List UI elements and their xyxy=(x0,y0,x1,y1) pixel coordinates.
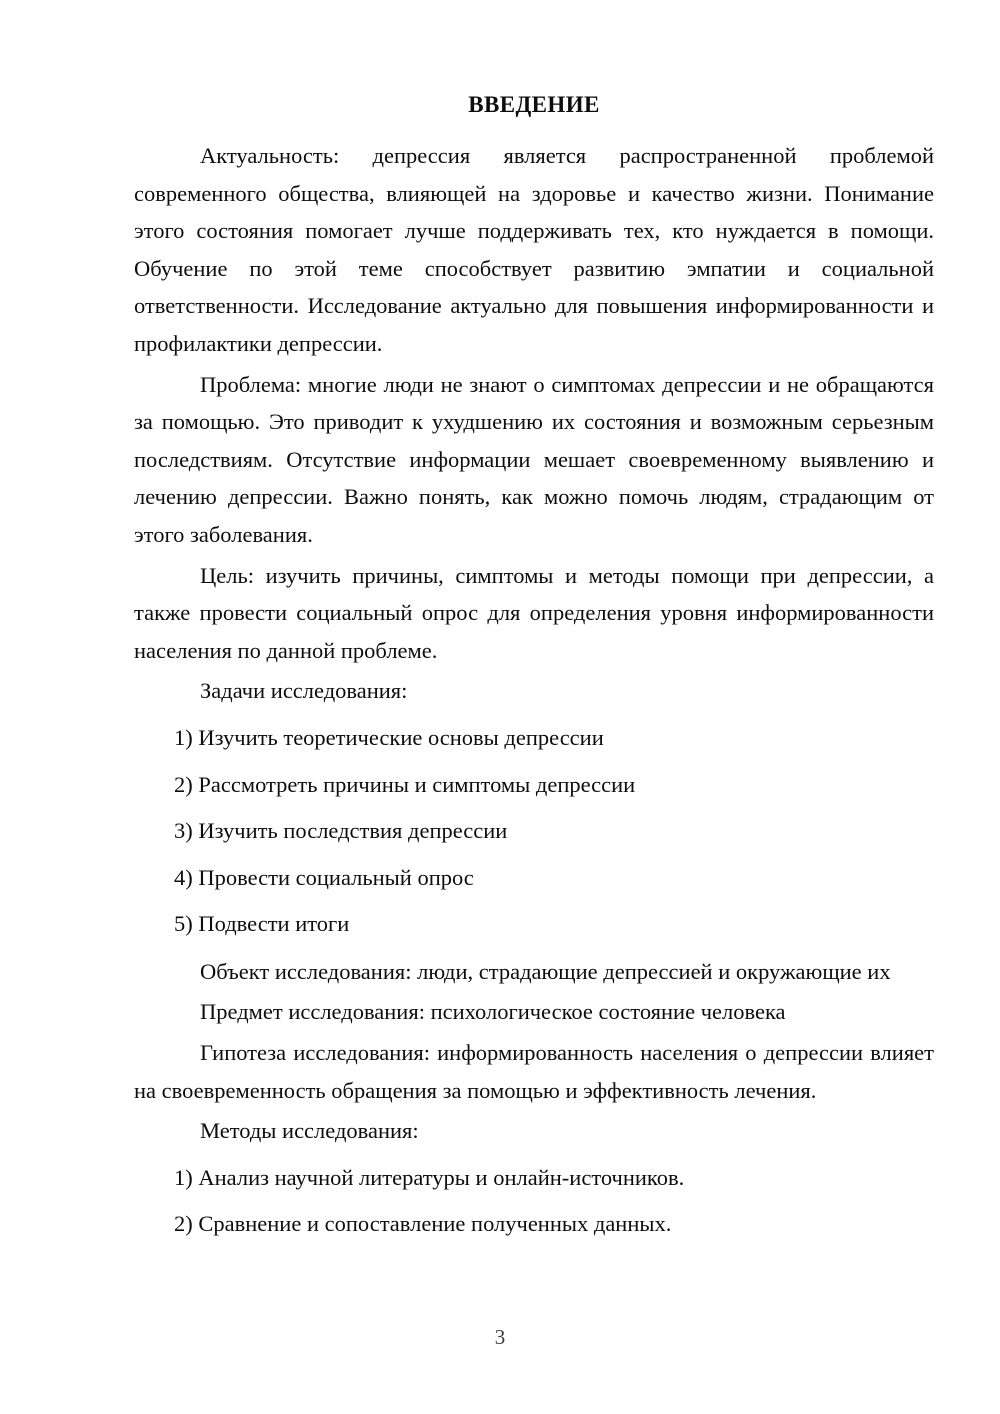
methods-list xyxy=(134,1159,934,1243)
list-item: 2) Сравнение и сопоставление полученных данных. xyxy=(174,1211,672,1237)
list-item: 1) Анализ научной литературы и онлайн-источников. xyxy=(174,1164,685,1190)
list-item: 5) Подвести итоги xyxy=(174,911,350,937)
methods-heading: Методы исследования: xyxy=(200,1118,419,1144)
tasks-heading: Задачи исследования: xyxy=(200,678,408,704)
paragraph-object: Объект исследования: люди, страдающие депрессией и окружающие их xyxy=(200,958,891,984)
spacer xyxy=(134,943,934,953)
paragraph-relevance: Актуальность: депрессия является распространенной проблемой современного общества, влияющей на здоровье и качество жизни. Понимание этого состояния помогает лучше поддерживать тех, кто нуждается в помощи. Обучение по этой теме способствует развитию эмпатии и социальной ответственности. Исследование актуально для повышения информированности и профилактики депрессии. xyxy=(134,143,934,356)
list-item: 4) Провести социальный опрос xyxy=(174,864,474,890)
paragraph-goal: Цель: изучить причины, симптомы и методы помощи при депрессии, а также провести социальный опрос для определения уровня информированности населения по данной проблеме. xyxy=(134,562,934,663)
list-item: 2) Рассмотреть причины и симптомы депрессии xyxy=(174,771,636,797)
list-item: 1) Изучить теоретические основы депрессии xyxy=(174,724,604,750)
document-body xyxy=(134,86,934,1243)
page-title: ВВЕДЕНИЕ xyxy=(468,92,600,117)
list-item: 3) Изучить последствия депрессии xyxy=(174,818,508,844)
page-number: 3 xyxy=(494,1325,506,1349)
paragraph-subject: Предмет исследования: психологическое состояние человека xyxy=(200,999,786,1025)
tasks-list xyxy=(134,719,934,943)
paragraph-hypothesis: Гипотеза исследования: информированность населения о депрессии влияет на своевременность обращения за помощью и эффективность лечения. xyxy=(134,1040,934,1103)
paragraph-problem: Проблема: многие люди не знают о симптомах депрессии и не обращаются за помощью. Это приводит к ухудшению их состояния и возможным серьезным последствиям. Отсутствие информации мешает своевременному выявлению и лечению депрессии. Важно понять, как можно помочь людям, страдающим от этого заболевания. xyxy=(134,371,934,547)
